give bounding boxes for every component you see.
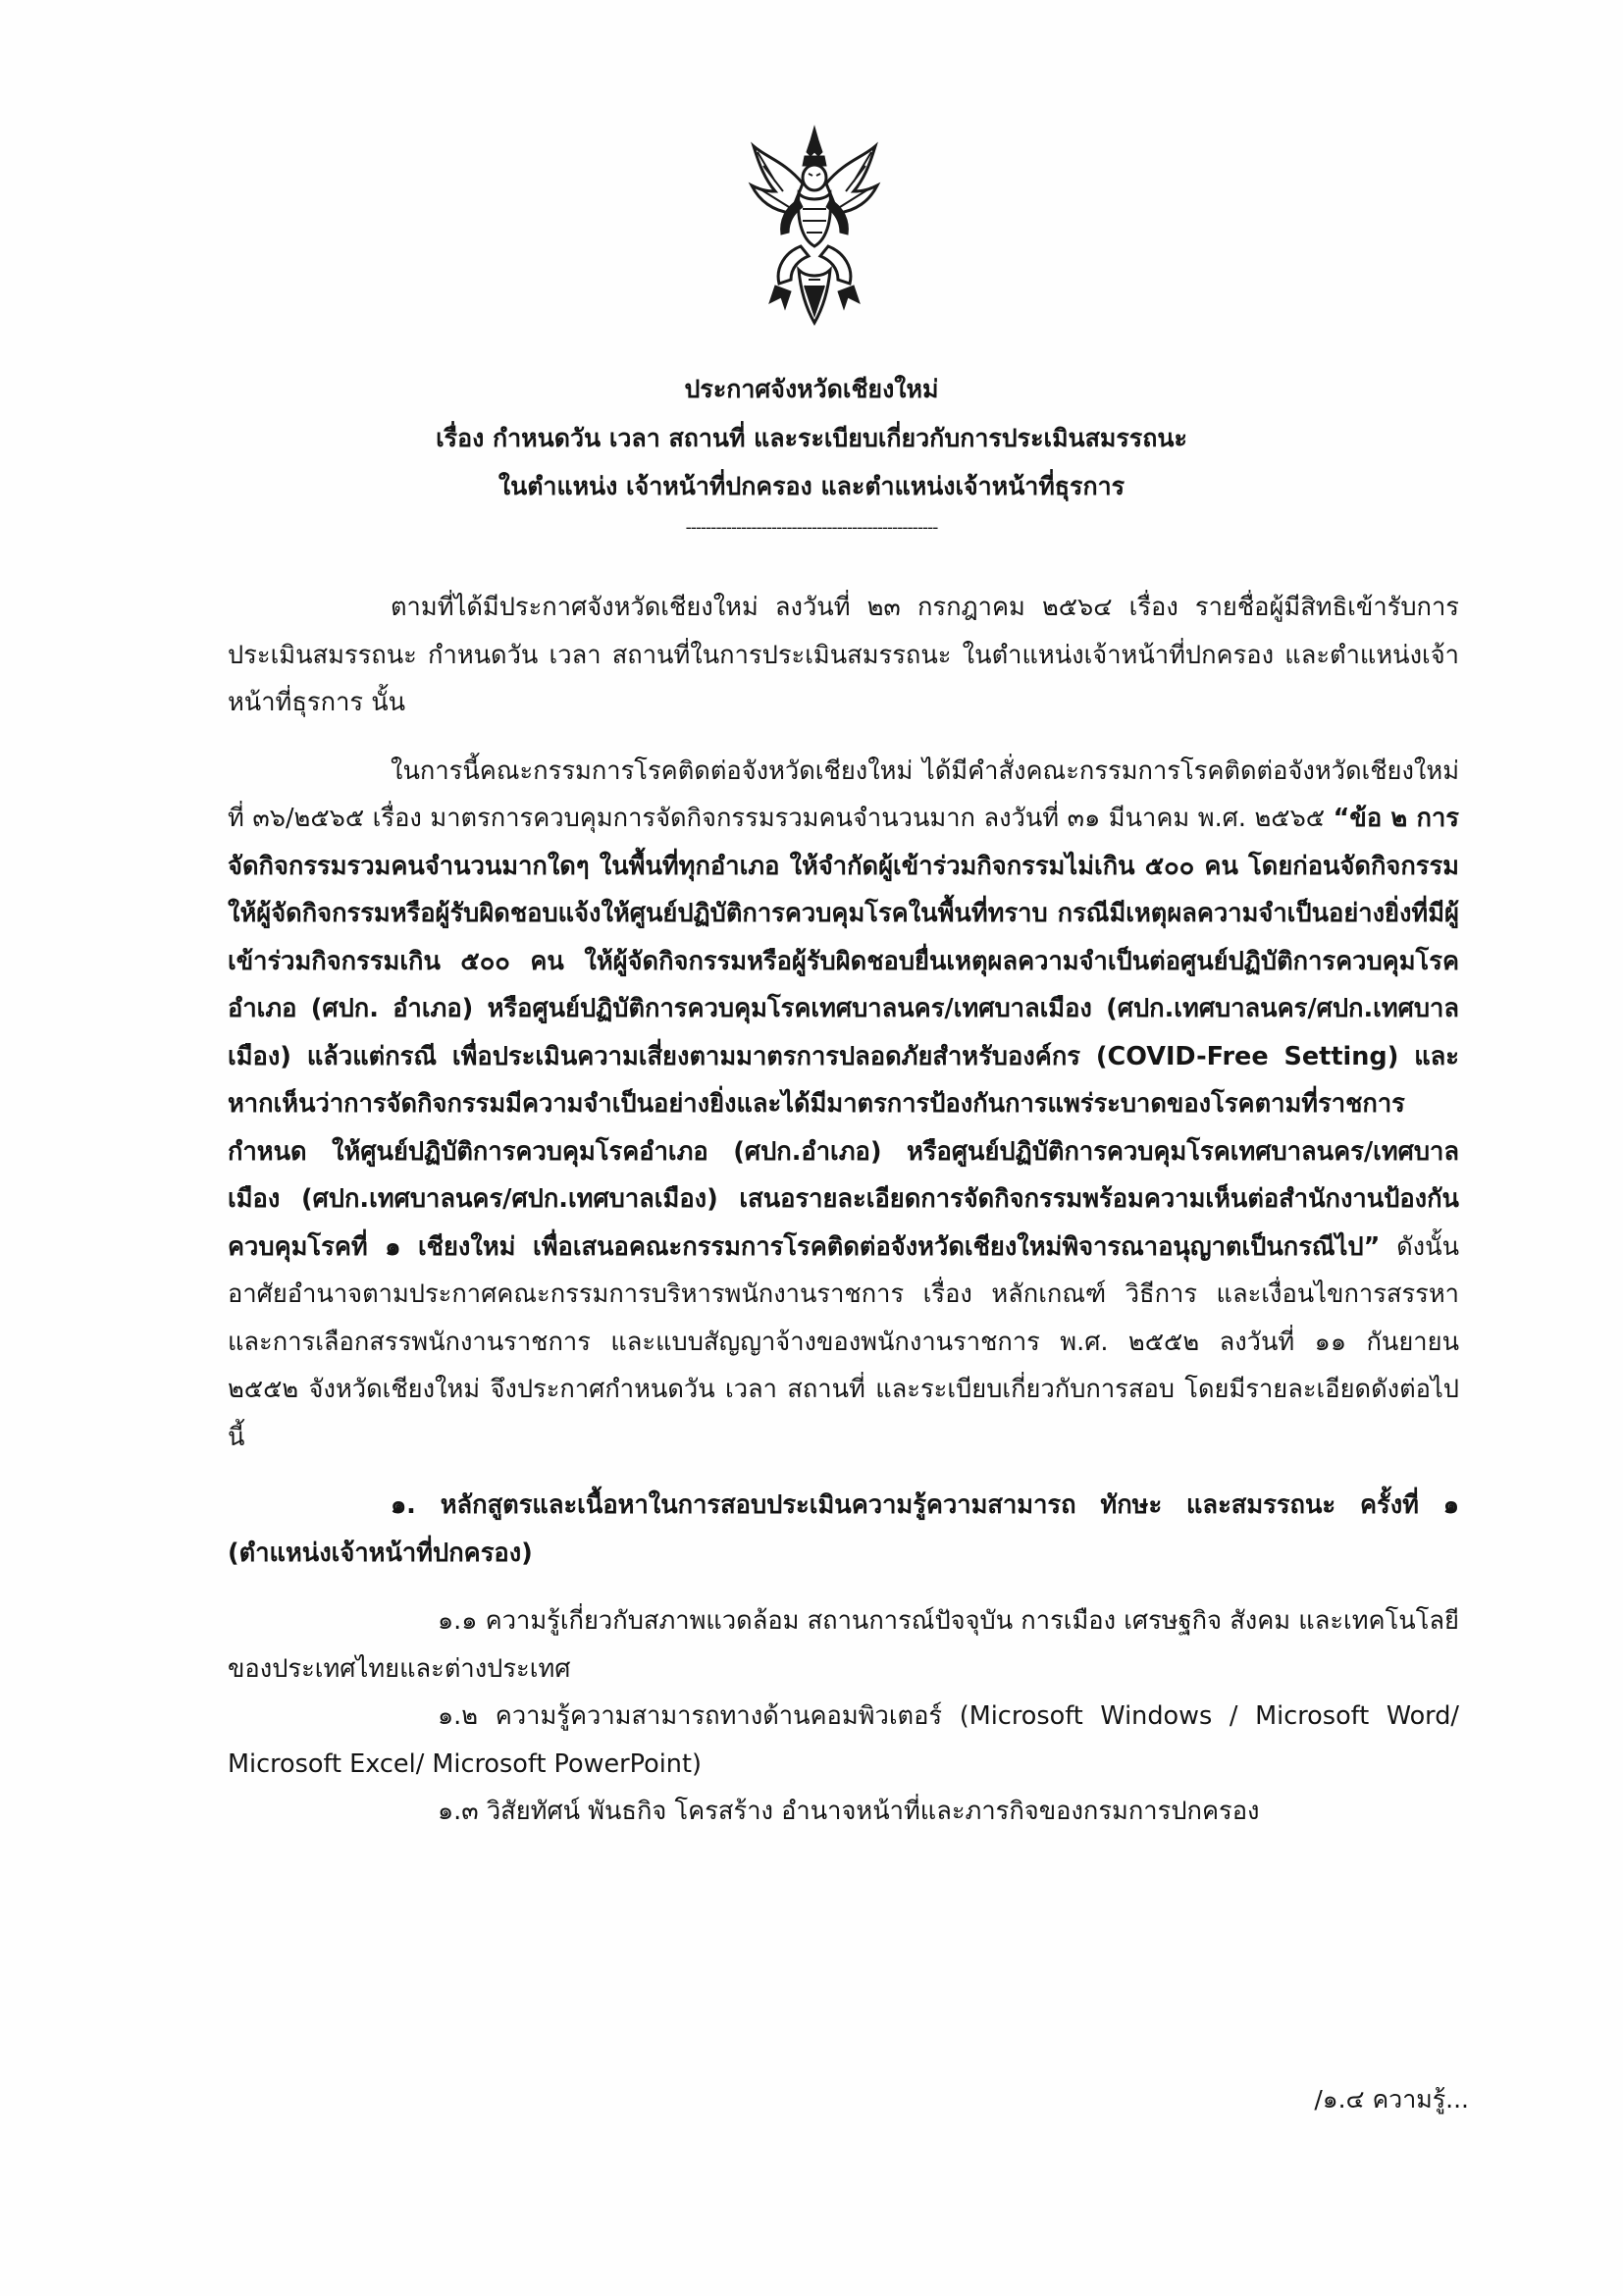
paragraph-1: ตามที่ได้มีประกาศจังหวัดเชียงใหม่ ลงวันที่ ๒๓ กรกฎาคม ๒๕๖๔ เรื่อง รายชื่อผู้มีสิทธิเข้ารับการประเมินสมรรถนะ กำหนดวัน เวลา สถานที่ในการประเมินสมรรถนะ ในตำแหน่งเจ้าหน้าที่ปกครอง และตำแหน่งเจ้าหน้าที่ธุรการ นั้น bbox=[228, 593, 1459, 717]
announcement-subject: เรื่อง กำหนดวัน เวลา สถานที่ และระเบียบเกี่ยวกับการประเมินสมรรถนะ bbox=[436, 424, 1187, 452]
item-1-1: ๑.๑ ความรู้เกี่ยวกับสภาพแวดล้อม สถานการณ์ปัจจุบัน การเมือง เศรษฐกิจ สังคม และเทคโนโลยีของประเทศไทยและต่างประเทศ bbox=[228, 1606, 1459, 1684]
announcement-subject-line2: ในตำแหน่ง เจ้าหน้าที่ปกครอง และตำแหน่งเจ้าหน้าที่ธุรการ bbox=[497, 472, 1126, 500]
paragraph-2 bbox=[228, 748, 1459, 1462]
heading-divider: -------------------------------------------------- bbox=[685, 518, 938, 538]
paragraph-2-intro: ในการนี้คณะกรรมการโรคติดต่อจังหวัดเชียงใหม่ ได้มีคำสั่งคณะกรรมการโรคติดต่อจังหวัดเชียงใหม่ ที่ ๓๖/๒๕๖๕ เรื่อง มาตรการควบคุมการจัดกิจกรรมรวมคนจำนวนมาก ลงวันที่ ๓๑ มีนาคม พ.ศ. ๒๕๖๕ bbox=[228, 756, 1459, 833]
garuda-emblem-icon bbox=[746, 123, 883, 329]
item-1-3: ๑.๓ วิสัยทัศน์ พันธกิจ โครสร้าง อำนาจหน้าที่และภารกิจของกรมการปกครอง bbox=[438, 1797, 1260, 1826]
section-1-heading: ๑. หลักสูตรและเนื้อหาในการสอบประเมินความรู้ความสามารถ ทักษะ และสมรรถนะ ครั้งที่ ๑ (ตำแหน่งเจ้าหน้าที่ปกครอง) bbox=[228, 1490, 1459, 1568]
item-1-2: ๑.๒ ความรู้ความสามารถทางด้านคอมพิวเตอร์ (Microsoft Windows / Microsoft Word/ Microsoft Excel/ Microsoft PowerPoint) bbox=[228, 1701, 1459, 1779]
page-continuation: /๑.๔ ความรู้... bbox=[1314, 2085, 1469, 2113]
paragraph-2-rest: ดังนั้น อาศัยอำนาจตามประกาศคณะกรรมการบริหารพนักงานราชการ เรื่อง หลักเกณฑ์ วิธีการ และเงื่อนไขการสรรหาและการเลือกสรรพนักงานราชการ และแบบสัญญาจ้างของพนักงานราชการ พ.ศ. ๒๕๕๒ ลงวันที่ ๑๑ กันยายน ๒๕๕๒ จังหวัดเชียงใหม่ จึงประกาศกำหนดวัน เวลา สถานที่ และระเบียบเกี่ยวกับการสอบ โดยมีรายละเอียดดังต่อไปนี้ bbox=[228, 1231, 1459, 1452]
document-body bbox=[228, 584, 1459, 1836]
paragraph-2-quote: “ข้อ ๒ การจัดกิจกรรมรวมคนจำนวนมากใดๆ ในพื้นที่ทุกอำเภอ ให้จำกัดผู้เข้าร่วมกิจกรรมไม่เกิน ๕๐๐ คน โดยก่อนจัดกิจกรรมให้ผู้จัดกิจกรรมหรือผู้รับผิดชอบแจ้งให้ศูนย์ปฏิบัติการควบคุมโรคในพื้นที่ทราบ กรณีมีเหตุผลความจำเป็นอย่างยิ่งที่มีผู้เข้าร่วมกิจกรรมเกิน ๕๐๐ คน ให้ผู้จัดกิจกรรมหรือผู้รับผิดชอบยื่นเหตุผลความจำเป็นต่อศูนย์ปฏิบัติการควบคุมโรคอำเภอ (ศปก. อำเภอ) หรือศูนย์ปฏิบัติการควบคุมโรคเทศบาลนคร/เทศบาลเมือง (ศปก.เทศบาลนคร/ศปก.เทศบาลเมือง) แล้วแต่กรณี เพื่อประเมินความเสี่ยงตามมาตรการปลอดภัยสำหรับองค์กร (COVID-Free Setting) และหากเห็นว่าการจัดกิจกรรมมีความจำเป็นอย่างยิ่งและได้มีมาตรการป้องกันการแพร่ระบาดของโรคตามที่ราชการกำหนด ให้ศูนย์ปฏิบัติการควบคุมโรคอำเภอ (ศปก.อำเภอ) หรือศูนย์ปฏิบัติการควบคุมโรคเทศบาลนคร/เทศบาลเมือง (ศปก.เทศบาลนคร/ศปก.เทศบาลเมือง) เสนอรายละเอียดการจัดกิจกรรมพร้อมความเห็นต่อสำนักงานป้องกันควบคุมโรคที่ ๑ เชียงใหม่ เพื่อเสนอคณะกรรมการโรคติดต่อจังหวัดเชียงใหม่พิจารณาอนุญาตเป็นกรณีไป” bbox=[228, 804, 1459, 1262]
announcement-title: ประกาศจังหวัดเชียงใหม่ bbox=[684, 375, 939, 403]
